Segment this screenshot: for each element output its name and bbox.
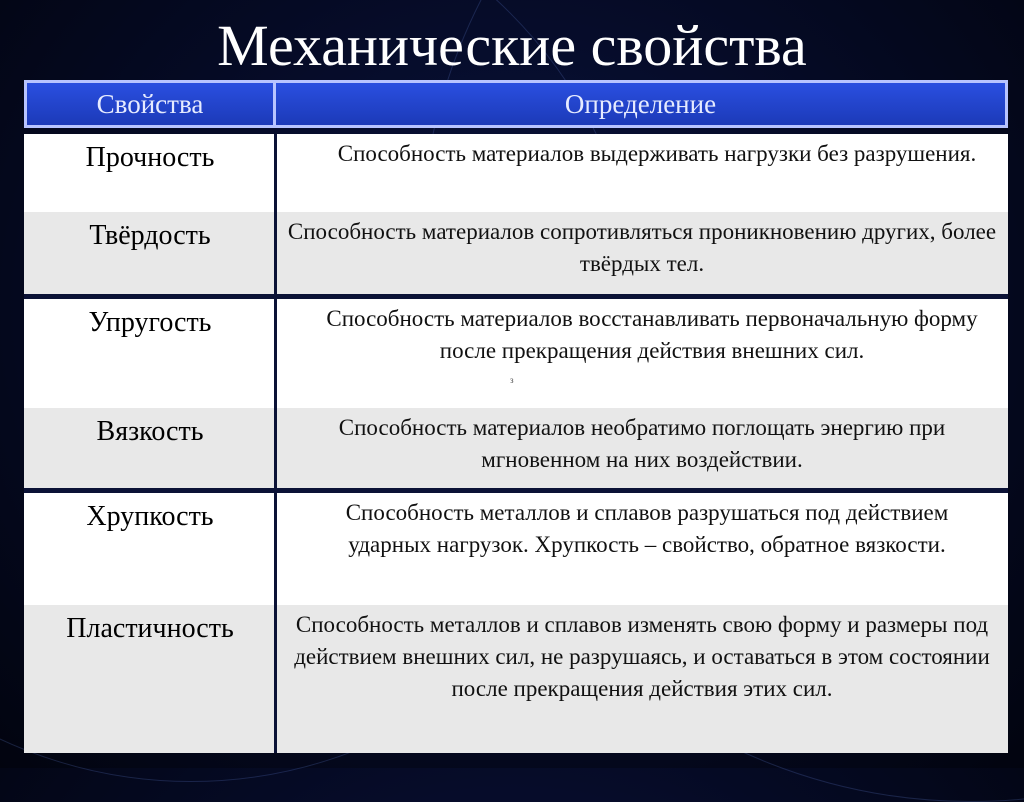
table-header xyxy=(24,80,1008,128)
property-name: Хрупкость xyxy=(86,501,214,532)
header-properties: Свойства xyxy=(96,89,204,119)
property-definition: Способность металлов и сплавов изменять свою форму и размеры под действием внешних сил, не разрушаясь, и оставаться в этом состоянии после прекращения действия этих сил. xyxy=(294,612,990,701)
property-name: Прочность xyxy=(85,142,215,173)
property-definition: Способность материалов сопротивляться проникновению других, более твёрдых тел. xyxy=(287,219,997,276)
table-row xyxy=(24,212,1008,294)
page-title: Механические свойства xyxy=(217,13,807,78)
properties-table xyxy=(24,80,1008,756)
property-name: Пластичность xyxy=(66,613,234,644)
table-row xyxy=(24,299,1008,408)
table-row xyxy=(24,408,1008,488)
property-name: Вязкость xyxy=(96,416,204,447)
property-definition: Способность материалов восстанавливать первоначальную форму после прекращения действия внешних сил. xyxy=(326,306,978,363)
property-name: Твёрдость xyxy=(89,220,211,251)
property-definition: Способность материалов выдерживать нагрузки без разрушения. xyxy=(337,141,977,166)
column-divider xyxy=(274,134,277,753)
stray-mark: з xyxy=(510,375,514,385)
table-row xyxy=(24,134,1008,212)
property-name: Упругость xyxy=(88,307,212,338)
property-definition: Способность материалов необратимо поглощать энергию при мгновенном на них воздействии. xyxy=(338,415,946,472)
property-definition: Способность металлов и сплавов разрушаться под действием ударных нагрузок. Хрупкость – свойство, обратное вязкости. xyxy=(345,500,949,557)
table-row xyxy=(24,605,1008,753)
table-row xyxy=(24,493,1008,605)
header-definition: Определение xyxy=(564,89,717,119)
